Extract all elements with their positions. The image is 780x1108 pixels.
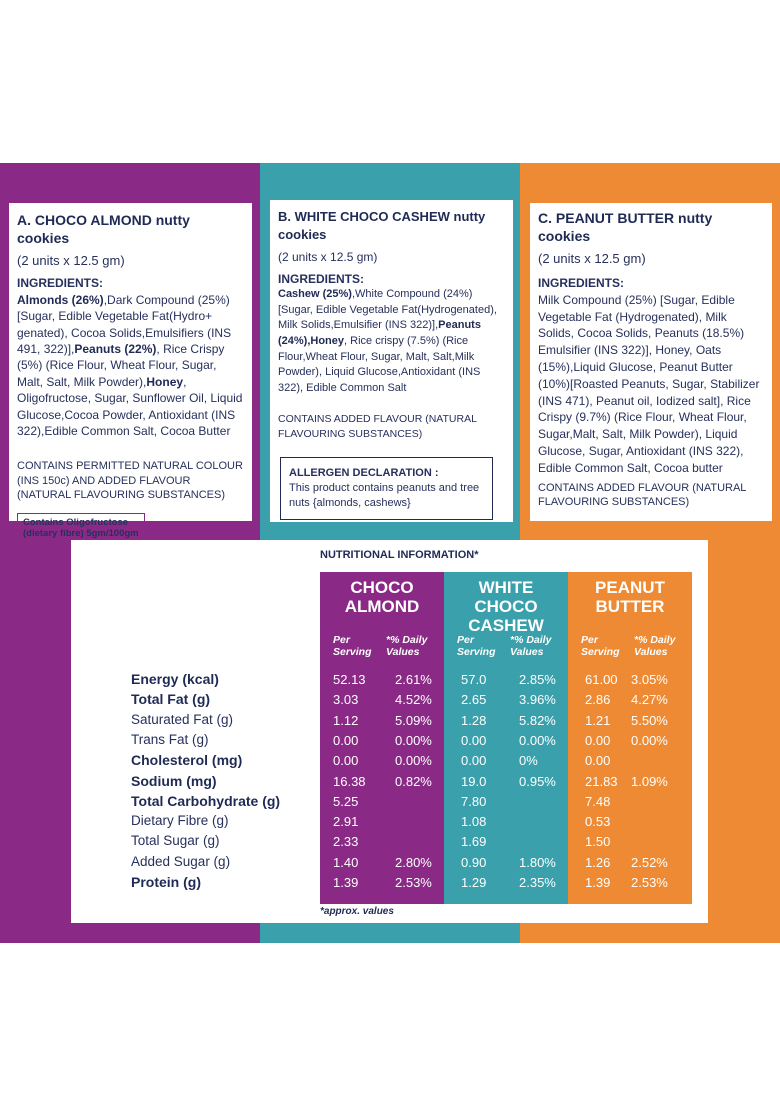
nutrient-value: 2.86: [585, 692, 611, 708]
nutrient-value: 5.82%: [519, 712, 556, 728]
footnote: *approx. values: [320, 906, 394, 917]
per-serving-label: Per Serving: [581, 634, 620, 658]
nutrient-value: 52.13: [333, 672, 366, 687]
nutrient-value: 1.08: [461, 814, 487, 830]
nutrient-value: 1.26: [585, 854, 611, 870]
nutrient-value: 1.29: [461, 875, 487, 890]
allergen-text: This product contains peanuts and tree nuts {almonds, cashews}: [289, 482, 480, 510]
product-name: CHOCO ALMOND: [344, 578, 420, 616]
ing-bold: Cashew (25%): [278, 288, 352, 301]
nutrient-label: Cholesterol (mg): [131, 752, 243, 769]
nutrient-value: 2.53%: [631, 875, 668, 890]
card-b-ingredients: [278, 287, 505, 396]
nutrient-value: 2.85%: [519, 672, 556, 687]
nutrient-value: 0.00%: [631, 732, 668, 748]
card-a-note: CONTAINS PERMITTED NATURAL COLOUR (INS 150c) AND ADDED FLAVOUR (NATURAL FLAVOURING SUBSTANCES): [17, 460, 243, 502]
nutrient-value: 4.52%: [395, 692, 432, 708]
nutrient-value: 1.50: [585, 834, 611, 850]
box-line-1: Contains Oligofructose: [23, 516, 129, 528]
nutrient-value: 2.65: [461, 692, 487, 708]
nutrient-label: Trans Fat (g): [131, 731, 209, 747]
nutrient-value: 1.28: [461, 712, 487, 728]
per-serving-label: Per Serving: [457, 634, 496, 658]
nutrient-value: 0.00: [461, 732, 487, 748]
nutrient-value: 5.25: [333, 793, 359, 809]
product-name: PEANUT BUTTER: [595, 578, 665, 616]
nutrient-value: 0.00: [333, 753, 359, 769]
nutrient-value: 0.00%: [395, 732, 432, 748]
card-choco-almond: [9, 203, 252, 539]
nutrient-value: 3.96%: [519, 692, 556, 708]
nutrient-value: 0.90: [461, 854, 487, 870]
nutrition-panel: [71, 540, 708, 923]
oligofructose-box: [17, 513, 145, 543]
nutrient-label: Energy (kcal): [131, 671, 219, 687]
card-c-title: [538, 209, 764, 245]
card-b-ingredients-heading: INGREDIENTS:: [278, 271, 365, 286]
card-c-title-name: C. PEANUT BUTTER: [538, 210, 675, 226]
nutrient-value: 1.69: [461, 834, 487, 850]
card-c-note: CONTAINS ADDED FLAVOUR (NATURAL FLAVOURING SUBSTANCES): [538, 481, 747, 509]
nutrient-value: 2.53%: [395, 875, 432, 890]
card-b-title: [278, 208, 505, 244]
nutrient-value: 0.95%: [519, 773, 556, 789]
nutrient-value: 2.35%: [519, 875, 556, 890]
nutrient-value: 57.0: [461, 672, 487, 687]
nutrient-label: Saturated Fat (g): [131, 711, 234, 727]
nutrition-heading: NUTRITIONAL INFORMATION*: [320, 549, 479, 561]
ing-bold: Honey: [146, 374, 184, 389]
nutrient-label: Total Sugar (g): [131, 833, 220, 849]
ing-text: ,Dark Compound (25%)[Sugar, Edible Vegetable Fat(Hydro+ genated), Cocoa Solids,Emulsifiers (INS 491, 322)],: [17, 292, 232, 357]
nutrient-label: Sodium (mg): [131, 772, 217, 789]
per-serving-label: Per Serving: [333, 634, 372, 658]
card-a-title: [17, 211, 244, 247]
nutrient-value: 5.50%: [631, 712, 668, 728]
nutrient-value: 1.80%: [519, 854, 556, 870]
nutrient-label: Total Fat (g): [131, 691, 211, 708]
ing-text: , Oligofructose, Sugar, Sunflower Oil, Liquid Glucose,Cocoa Powder, Antioxidant (INS 322),Edible Common Salt, Cocoa Butter: [17, 374, 243, 439]
nutrient-value: 0.82%: [395, 773, 432, 789]
nutrient-value: 4.27%: [631, 692, 668, 708]
nutrient-value: 1.40: [333, 854, 359, 870]
card-b-units: (2 units x 12.5 gm): [278, 250, 378, 264]
nutrient-value: 2.33: [333, 834, 359, 850]
nutrient-value: 21.83: [585, 773, 618, 789]
nutrient-value: 0.00: [585, 753, 611, 769]
product-name: WHITE CHOCO CASHEW: [468, 578, 544, 635]
nutrient-value: 0.00: [585, 732, 611, 748]
ing-text: ,White Compound (24%)[Sugar, Edible Vegetable Fat(Hydrogenated), Milk Solids,Emulsifier (INS 322)],: [278, 288, 497, 332]
nutrient-value: 0.00%: [519, 732, 556, 748]
nutrient-value: 16.38: [333, 773, 366, 789]
box-line-2: (dietary fibre) 5gm/100gm: [23, 527, 139, 539]
nutrient-value: 19.0: [461, 773, 487, 789]
card-a-units: (2 units x 12.5 gm): [17, 253, 125, 268]
card-white-choco-cashew: [270, 200, 513, 522]
allergen-heading: ALLERGEN DECLARATION :: [289, 467, 439, 480]
card-c-title-suffix: nutty cookies: [538, 210, 713, 244]
nutrient-value: 2.80%: [395, 854, 432, 870]
nutrient-label: Total Carbohydrate (g): [131, 792, 281, 809]
ing-bold: Peanuts (24%),Honey: [278, 319, 481, 347]
nutrient-value: 0.00%: [395, 753, 432, 769]
ing-bold: Peanuts (22%): [74, 342, 157, 357]
nutrient-value: 2.61%: [395, 672, 432, 687]
card-a-ingredients-heading: INGREDIENTS:: [17, 276, 104, 291]
card-b-title-suffix: nutty cookies: [278, 209, 486, 242]
card-c-ingredients: Milk Compound (25%) [Sugar, Edible Vegetable Fat (Hydrogenated), Milk Solids, Cocoa Solids, Peanuts (18.5%) Emulsifier (INS 322)], Honey, Oats (15%),Liquid Glucose, Peanut Butter (10%)[Roasted Peanuts, Sugar, Stabilizer (INS 471), Peanut oil, Iodized salt], Rice Crispy (9.7%) (Rice Flour, Wheat Flour, Sugar,Malt, Salt, Milk Powder), Liquid Glucose, Sugar, Antioxidant (INS 322), Edible Common Salt, Cocoa butter: [538, 292, 760, 475]
nutrient-value: 0%: [519, 753, 538, 769]
nutrient-value: 1.12: [333, 712, 359, 728]
nutrient-value: 0.00: [333, 732, 359, 748]
nutrient-value: 7.80: [461, 793, 487, 809]
nutrient-value: 0.53: [585, 814, 611, 830]
daily-values-label: *% Daily Values: [386, 634, 428, 658]
ing-text: , Rice crispy (7.5%) (Rice Flour,Wheat Flour, Sugar, Malt, Salt,Milk Powder), Liquid Glucose,Antioxidant (INS 322), Edible Common Salt: [278, 334, 481, 394]
ing-text: , Rice Crispy (5%) (Rice Flour, Wheat Flour, Sugar, Malt, Salt, Milk Powder),: [17, 342, 225, 389]
nutrient-value: 5.09%: [395, 712, 432, 728]
nutrient-value: 1.39: [585, 875, 611, 890]
nutrient-label: Added Sugar (g): [131, 853, 231, 869]
nutrient-value: 2.91: [333, 814, 359, 830]
nutrient-value: 1.09%: [631, 773, 668, 789]
daily-values-label: *% Daily Values: [510, 634, 552, 658]
daily-values-label: *% Daily Values: [634, 634, 676, 658]
nutrient-value: 0.00: [461, 753, 487, 769]
allergen-declaration: [280, 457, 493, 520]
nutrient-value: 3.05%: [631, 672, 668, 687]
card-c-ingredients-heading: INGREDIENTS:: [538, 276, 625, 291]
nutrient-value: 1.39: [333, 875, 359, 890]
nutrient-value: 3.03: [333, 692, 359, 708]
nutrient-value: 2.52%: [631, 854, 668, 870]
card-b-title-name: B. WHITE CHOCO CASHEW: [278, 209, 450, 224]
nutrient-value: 61.00: [585, 672, 618, 687]
card-a-title-name: A. CHOCO ALMOND: [17, 212, 152, 228]
card-c-units: (2 units x 12.5 gm): [538, 251, 646, 266]
card-a-ingredients: [17, 292, 244, 440]
ing-bold: Almonds (26%): [17, 292, 104, 307]
nutrient-value: 7.48: [585, 793, 611, 809]
card-b-note: CONTAINS ADDED FLAVOUR (NATURAL FLAVOURING SUBSTANCES): [278, 413, 477, 440]
nutrient-value: 1.21: [585, 712, 611, 728]
card-a-title-suffix: nutty cookies: [17, 212, 190, 246]
nutrient-label: Dietary Fibre (g): [131, 813, 229, 829]
nutrient-label: Protein (g): [131, 874, 201, 890]
card-peanut-butter: [530, 203, 772, 521]
